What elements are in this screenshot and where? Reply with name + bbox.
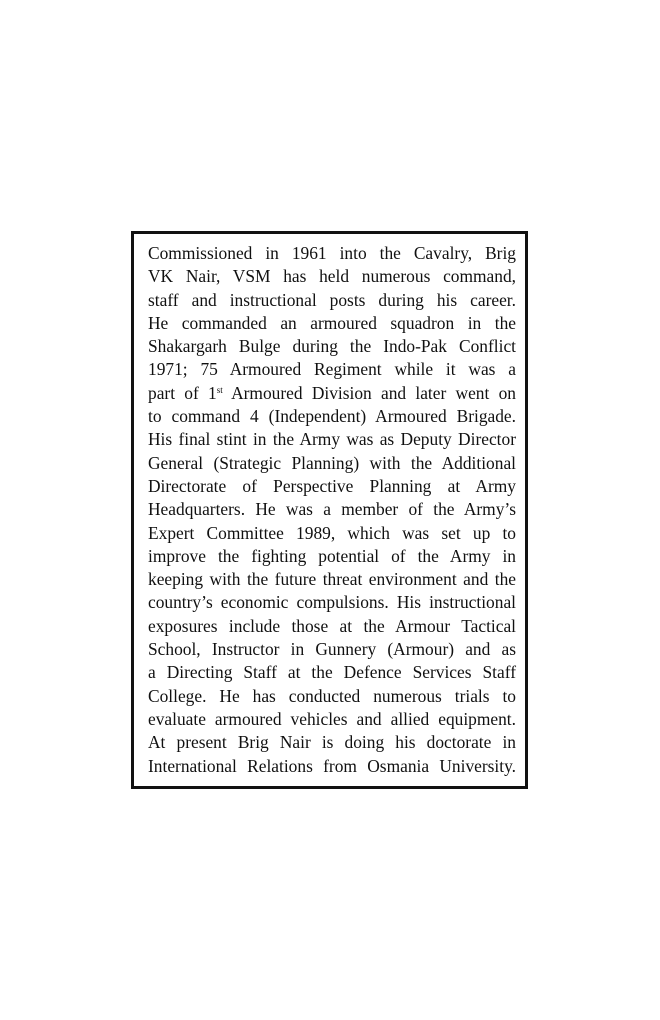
bio-line: Expert Committee 1989, which was set up to — [148, 522, 516, 543]
bio-line: School, Instructor in Gunnery (Armour) and as — [148, 639, 516, 660]
bio-line: exposures include those at the Armour Tactical — [148, 615, 516, 636]
bio-line: staff and instructional posts during his career. — [148, 289, 516, 310]
bio-line: to command 4 (Independent) Armoured Brigade. — [148, 406, 516, 427]
bio-line: International Relations from Osmania University. — [148, 755, 516, 776]
bio-line: He commanded an armoured squadron in the — [148, 312, 516, 333]
bio-line: Directorate of Perspective Planning at Army — [148, 475, 516, 496]
bio-line-with-superscript — [148, 382, 516, 405]
bio-line: Commissioned in 1961 into the Cavalry, Brig — [148, 243, 516, 263]
author-bio-box — [131, 231, 528, 789]
bio-line: keeping with the future threat environment and the — [148, 569, 516, 590]
author-bio-text — [148, 242, 516, 778]
bio-line: evaluate armoured vehicles and allied equipment. — [148, 708, 516, 729]
bio-line: country’s economic compulsions. His instructional — [148, 592, 516, 613]
bio-line: At present Brig Nair is doing his doctorate in — [148, 732, 516, 753]
bio-line: VK Nair, VSM has held numerous command, — [148, 266, 516, 287]
bio-text-fragment: part of 1 — [148, 382, 217, 403]
bio-line: a Directing Staff at the Defence Services Staff — [148, 662, 516, 683]
bio-line: Headquarters. He was a member of the Army’s — [148, 499, 516, 520]
bio-line: Shakargarh Bulge during the Indo-Pak Conflict — [148, 336, 516, 357]
ordinal-superscript: st — [216, 384, 223, 395]
bio-text-fragment: Armoured Division and later went on — [222, 382, 516, 403]
bio-line: General (Strategic Planning) with the Additional — [148, 452, 516, 473]
bio-line: 1971; 75 Armoured Regiment while it was a — [148, 359, 516, 380]
bio-line: His final stint in the Army was as Deputy Director — [148, 429, 516, 450]
bio-line: College. He has conducted numerous trials to — [148, 685, 516, 706]
bio-line: improve the fighting potential of the Army in — [148, 545, 516, 566]
